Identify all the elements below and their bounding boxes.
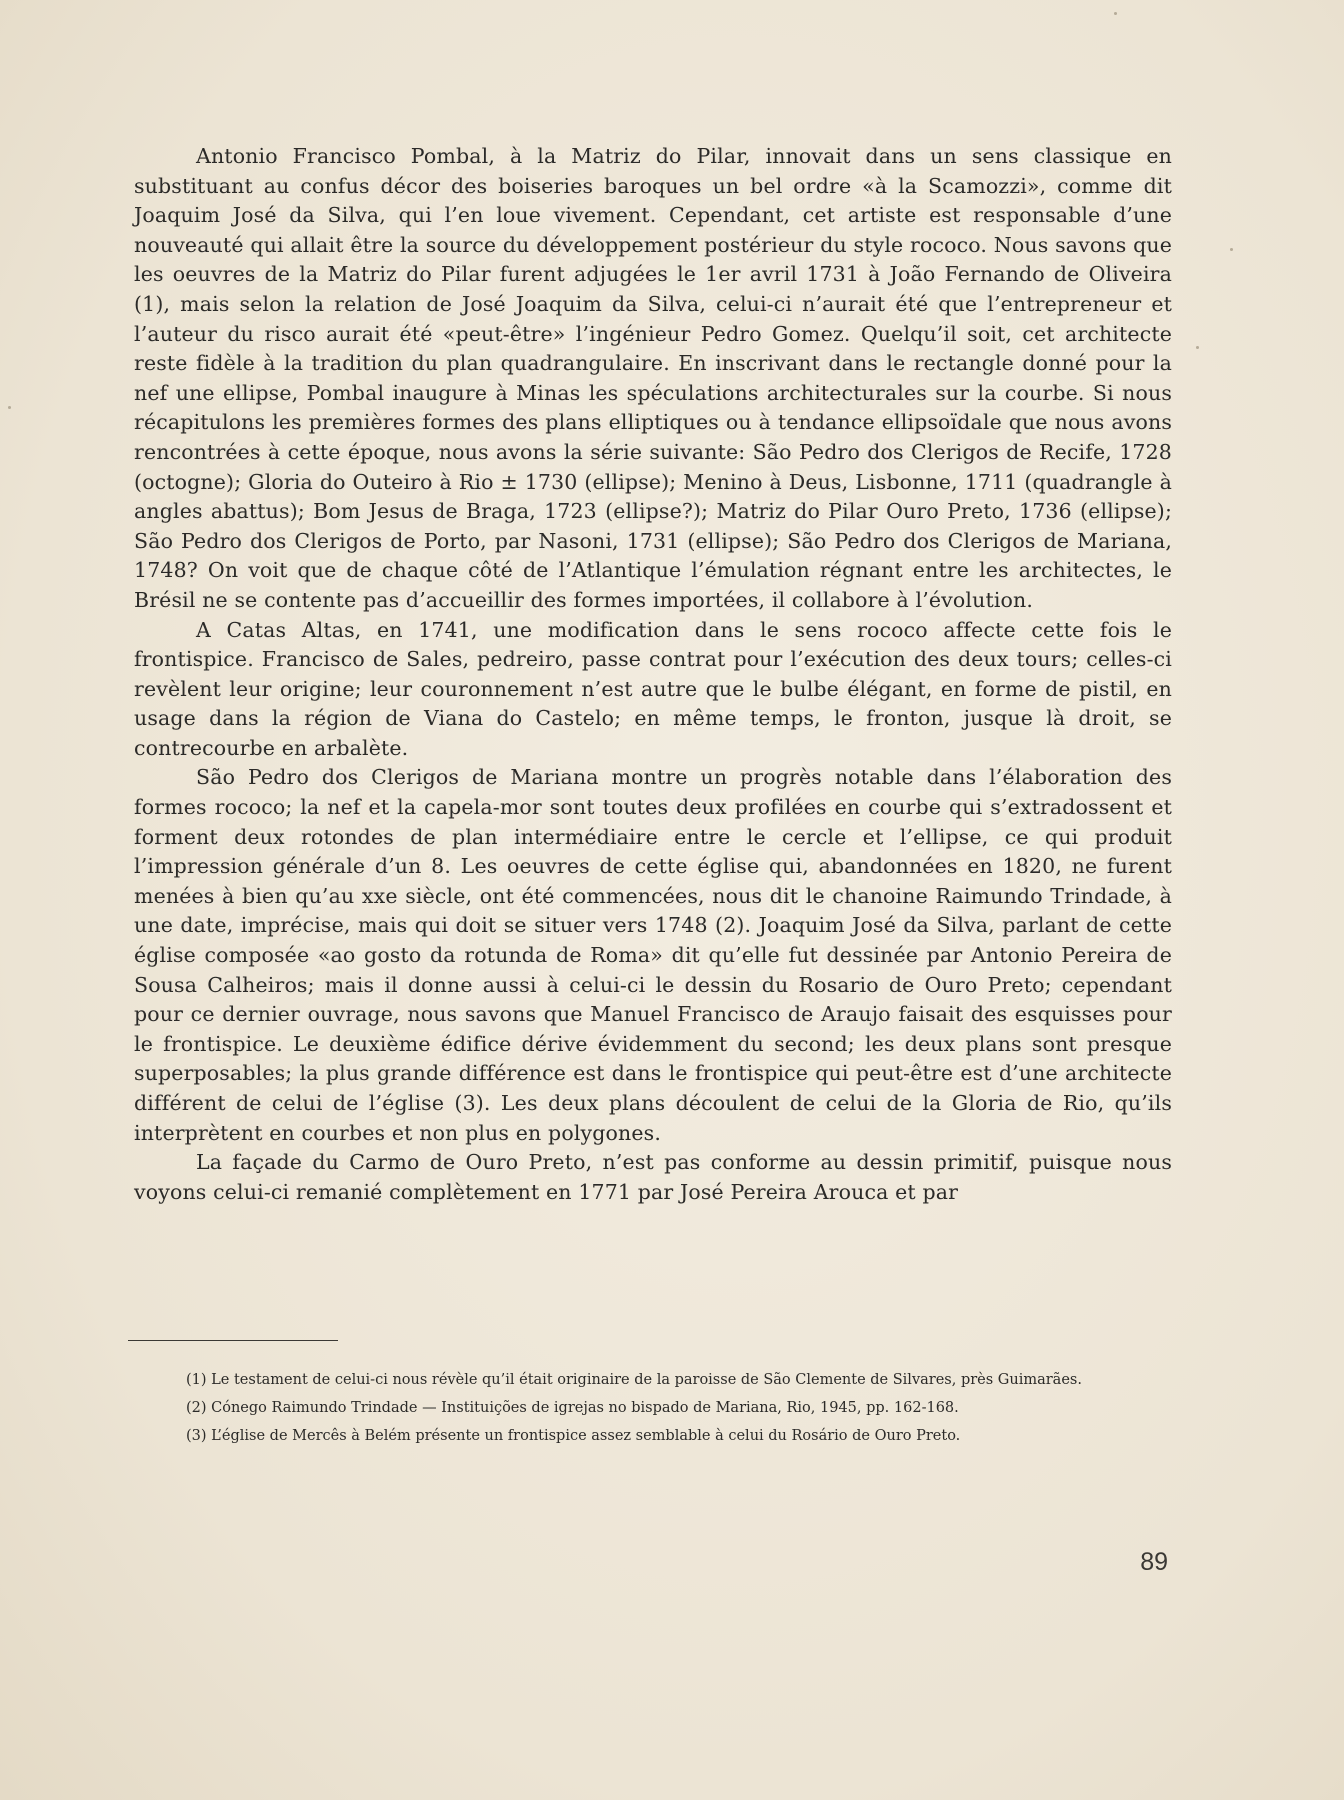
paragraph: Antonio Francisco Pombal, à la Matriz do Pilar, innovait dans un sens classique en substituant au confus décor des boiseries baroques un bel ordre «à la Scamozzi», comme dit Joaquim José da Silva, qui l’en loue vivement. Cependant, cet artiste est responsable d’une nouveauté qui allait être la source du développement postérieur du style rococo. Nous savons que les oeuvres de la Matriz do Pilar furent adjugées le 1er avril 1731 à João Fernando de Oliveira (1), mais selon la relation de José Joaquim da Silva, celui-ci n’aurait été que l’entrepreneur et l’auteur du risco aurait été «peut-être» l’ingénieur Pedro Gomez. Quelqu’il soit, cet architecte reste fidèle à la tradition du plan quadrangulaire. En inscrivant dans le rectangle donné pour la nef une ellipse, Pombal inaugure à Minas les spéculations architecturales sur la courbe. Si nous récapitulons les premières formes des plans elliptiques ou à tendance ellipsoïdale que nous avons rencontrées à cette époque, nous avons la série suivante: São Pedro dos Clerigos de Recife, 1728 (octogne); Gloria do Outeiro à Rio ± 1730 (ellipse); Menino à Deus, Lisbonne, 1711 (quadrangle à angles abattus); Bom Jesus de Braga, 1723 (ellipse?); Matriz do Pilar Ouro Preto, 1736 (ellipse); São Pedro dos Clerigos de Porto, par Nasoni, 1731 (ellipse); São Pedro dos Clerigos de Mariana, 1748? On voit que de chaque côté de l’Atlantique l’émulation régnant entre les architectes, le Brésil ne se contente pas d’accueillir des formes importées, il collabore à l’évolution. [134,144,1172,612]
footnote: (3) L’église de Mercês à Belém présente un frontispice assez semblable à celui du Rosário de Ouro Preto. [186,1428,961,1444]
paragraph: La façade du Carmo de Ouro Preto, n’est pas conforme au dessin primitif, puisque nous voyons celui-ci remanié complètement en 1771 par José Pereira Arouca et par [134,1150,1172,1204]
paragraph: A Catas Altas, en 1741, une modification dans le sens rococo affecte cette fois le frontispice. Francisco de Sales, pedreiro, passe contrat pour l’exécution des deux tours; celles-ci revèlent leur origine; leur couronnement n’est autre que le bulbe élégant, en forme de pistil, en usage dans la région de Viana do Castelo; en même temps, le fronton, jusque là droit, se contrecourbe en arbalète. [134,617,1172,760]
footnote: (2) Cónego Raimundo Trindade — Instituições de igrejas no bispado de Mariana, Rio, 1945, pp. 162-168. [186,1400,959,1416]
footnote: (1) Le testament de celui-ci nous révèle qu’il était originaire de la paroisse de São Clemente de Silvares, près Guimarães. [186,1372,1082,1388]
paper-speck [1230,248,1233,251]
paper-speck [1196,346,1199,349]
page-number: 89 [1140,1548,1168,1576]
footnote-separator [128,1340,338,1341]
paragraph: São Pedro dos Clerigos de Mariana montre un progrès notable dans l’élaboration des formes rococo; la nef et la capela-mor sont toutes deux profilées en courbe qui s’extradossent et forment deux rotondes de plan intermédiaire entre le cercle et l’ellipse, ce qui produit l’impression générale d’un 8. Les oeuvres de cette église qui, abandonnées en 1820, ne furent menées à bien qu’au xxe siècle, ont été commencées, nous dit le chanoine Raimundo Trindade, à une date, imprécise, mais qui doit se situer vers 1748 (2). Joaquim José da Silva, parlant de cette église composée «ao gosto da rotunda de Roma» dit qu’elle fut dessinée par Antonio Pereira de Sousa Calheiros; mais il donne aussi à celui-ci le dessin du Rosario de Ouro Preto; cependant pour ce dernier ouvrage, nous savons que Manuel Francisco de Araujo faisait des esquisses pour le frontispice. Le deuxième édifice dérive évidemment du second; les deux plans sont presque superposables; la plus grande différence est dans le frontispice qui peut-être est d’une architecte différent de celui de l’église (3). Les deux plans découlent de celui de la Gloria de Rio, qu’ils interprètent en courbes et non plus en polygones. [134,765,1172,1145]
paper-speck [8,406,11,409]
paper-speck [1114,12,1117,15]
footnotes [126,1370,1170,1454]
main-text [134,142,1172,1207]
